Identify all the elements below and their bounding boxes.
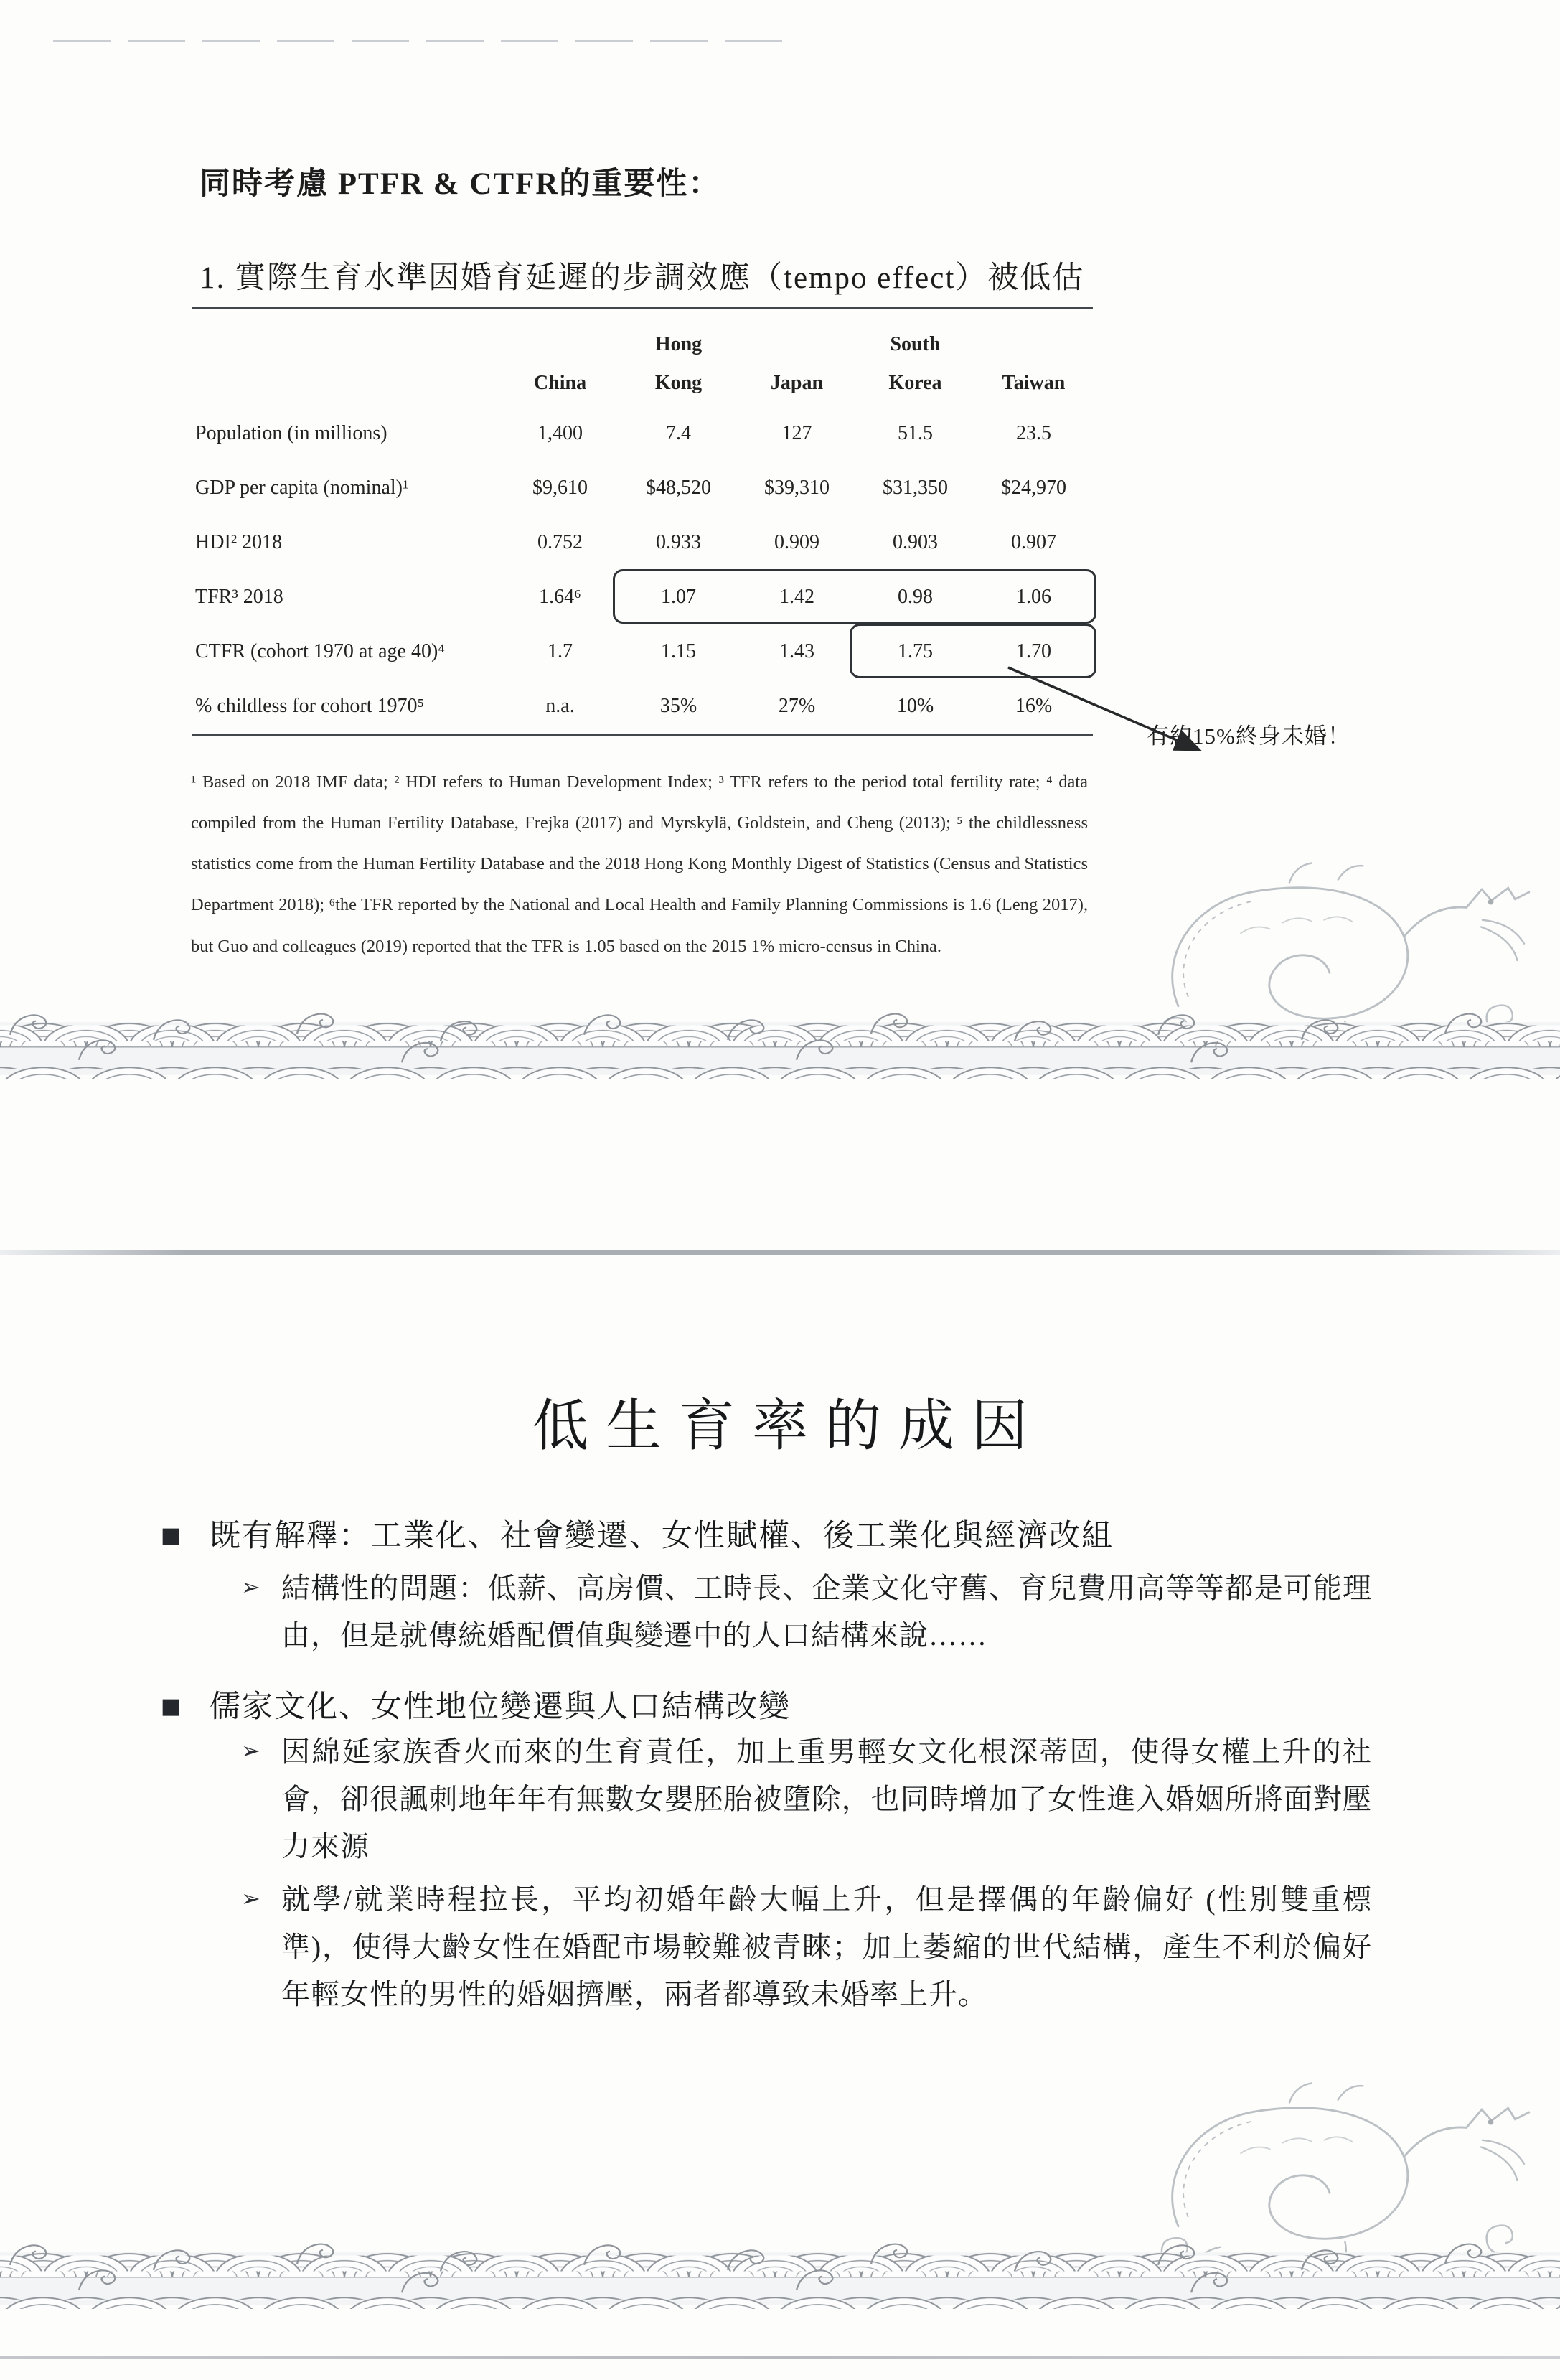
table-cell: 16% [1015,695,1053,717]
scan-artifact-line-bottom [0,2356,1560,2359]
table-row [192,679,1093,735]
table-cell: n.a. [545,695,575,717]
square-bullet-icon: ■ [161,1523,182,1548]
table-cell: 1.15 [661,640,696,662]
table-cell: $48,520 [646,477,711,499]
table-cell: $39,310 [764,477,830,499]
table-cell: $31,350 [883,477,948,499]
bullet-text-confucian-culture: 儒家文化、女性地位變遷與人口結構改變 [210,1690,791,1724]
table-cell: 1.07 [661,586,696,608]
table-cell: 1.70 [1016,640,1051,662]
table-header-hong-kong: Hong Kong [654,332,703,394]
arrow-bullet-icon: ➢ [241,1573,260,1601]
table-cell: 35% [659,695,697,717]
table-cell: 10% [896,695,934,717]
table-row [192,461,1093,515]
table-cell: 27% [778,695,816,717]
tfr-highlight-box [613,569,1096,624]
table-row-label: % childless for cohort 1970⁵ [195,695,425,717]
wave-border-icon [0,1003,1560,1079]
table-cell: $24,970 [1001,477,1066,499]
table-header-china: China [533,371,587,394]
table-cell: 0.752 [537,531,583,553]
table-cell: 1.06 [1016,586,1051,608]
fertility-comparison-table [192,307,1093,731]
scan-artifact-line-top [53,40,792,42]
sub-bullet-structural-problems: 結構性的問題：低薪、高房價、工時長、企業文化守舊、育兒費用高等等都是可能理由，但是就傳統婚配價值與變遷中的人口結構來說…… [281,1572,1372,1652]
table-cell: 1.43 [779,640,814,662]
table-row [192,515,1093,570]
table-cell: 0.903 [893,531,938,553]
table-cell: 51.5 [898,422,933,444]
sub-bullet-family-lineage: 因綿延家族香火而來的生育責任，加上重男輕女文化根深蒂固，使得女權上升的社會，卻很諷刺地年年有無數女嬰胚胎被墮除，也同時增加了女性進入婚姻所將面對壓力來源 [281,1735,1372,1863]
table-cell: 1,400 [537,422,583,444]
table-footnote: ¹ Based on 2018 IMF data; ² HDI refers to Human Development Index; ³ TFR refers to the period total fertility rate; ⁴ data compiled from the Human Fertility Database, Frejka (2017) and Myrskylä, Goldstein, and Cheng (2013); ⁵ the childlessness statistics come from the Human Fertility Database and the 2018 Hong Kong Monthly Digest of Statistics (Census and Statistics Department 2018); ⁶the TFR reported by the National and Local Health and Family Planning Commissions is 1.6 (Leng 2017), but Guo and colleagues (2019) reported that the TFR is 1.05 based on the 2015 1% micro-census in China. [191,772,1088,956]
table-header-taiwan: Taiwan [1002,371,1066,394]
table-row-label: Population (in millions) [195,422,387,444]
slide-divider-line [0,1250,1560,1255]
slide1-point: 1. 實際生育水準因婚育延遲的步調效應（tempo effect）被低估 [199,261,1085,295]
table-cell: 23.5 [1016,422,1051,444]
table-row-label: CTFR (cohort 1970 at age 40)⁴ [195,640,446,662]
arrow-bullet-icon: ➢ [241,1737,260,1764]
table-cell: 127 [781,422,812,444]
table-cell: 0.907 [1011,531,1056,553]
table-row-label: GDP per capita (nominal)¹ [195,477,409,499]
sub-bullet-marriage-squeeze: 就學/就業時程拉長，平均初婚年齡大幅上升，但是擇偶的年齡偏好 (性別雙重標準)，使得大齡女性在婚配市場較難被青睞；加上萎縮的世代結構，產生不利於偏好年輕女性的男性的婚姻擠壓，兩者都導致未婚率上升。 [281,1883,1372,2010]
table-cell: 1.75 [898,640,933,662]
table-cell: 1.7 [548,640,573,662]
table-cell: 7.4 [666,422,691,444]
table-cell: 1.42 [779,586,814,608]
annotation-unmarried-note: 有約15%終身未婚！ [1147,723,1350,749]
table-header-label [192,309,501,407]
square-bullet-icon: ■ [161,1694,182,1719]
table-header-row [192,309,1093,407]
table-cell: $9,610 [532,477,588,499]
table-row-label: TFR³ 2018 [195,586,283,608]
table-cell: 0.98 [898,586,933,608]
ctfr-highlight-box [850,624,1096,678]
table-cell: 0.909 [774,531,819,553]
slide2-title: 低生育率的成因 [532,1395,1045,1458]
table-cell: 0.933 [656,531,701,553]
wave-border-icon [0,2234,1560,2309]
bullet-text-existing-explanations: 既有解釋：工業化、社會變遷、女性賦權、後工業化與經濟改組 [210,1519,1114,1553]
table-row-label: HDI² 2018 [195,531,283,553]
table-row [192,406,1093,461]
table-header-south-korea: South Korea [888,332,942,394]
table-cell: 1.64⁶ [539,586,581,608]
slide1-title: 同時考慮 PTFR & CTFR的重要性： [199,167,721,201]
arrow-bullet-icon: ➢ [241,1885,260,1912]
table-header-japan: Japan [770,371,824,394]
